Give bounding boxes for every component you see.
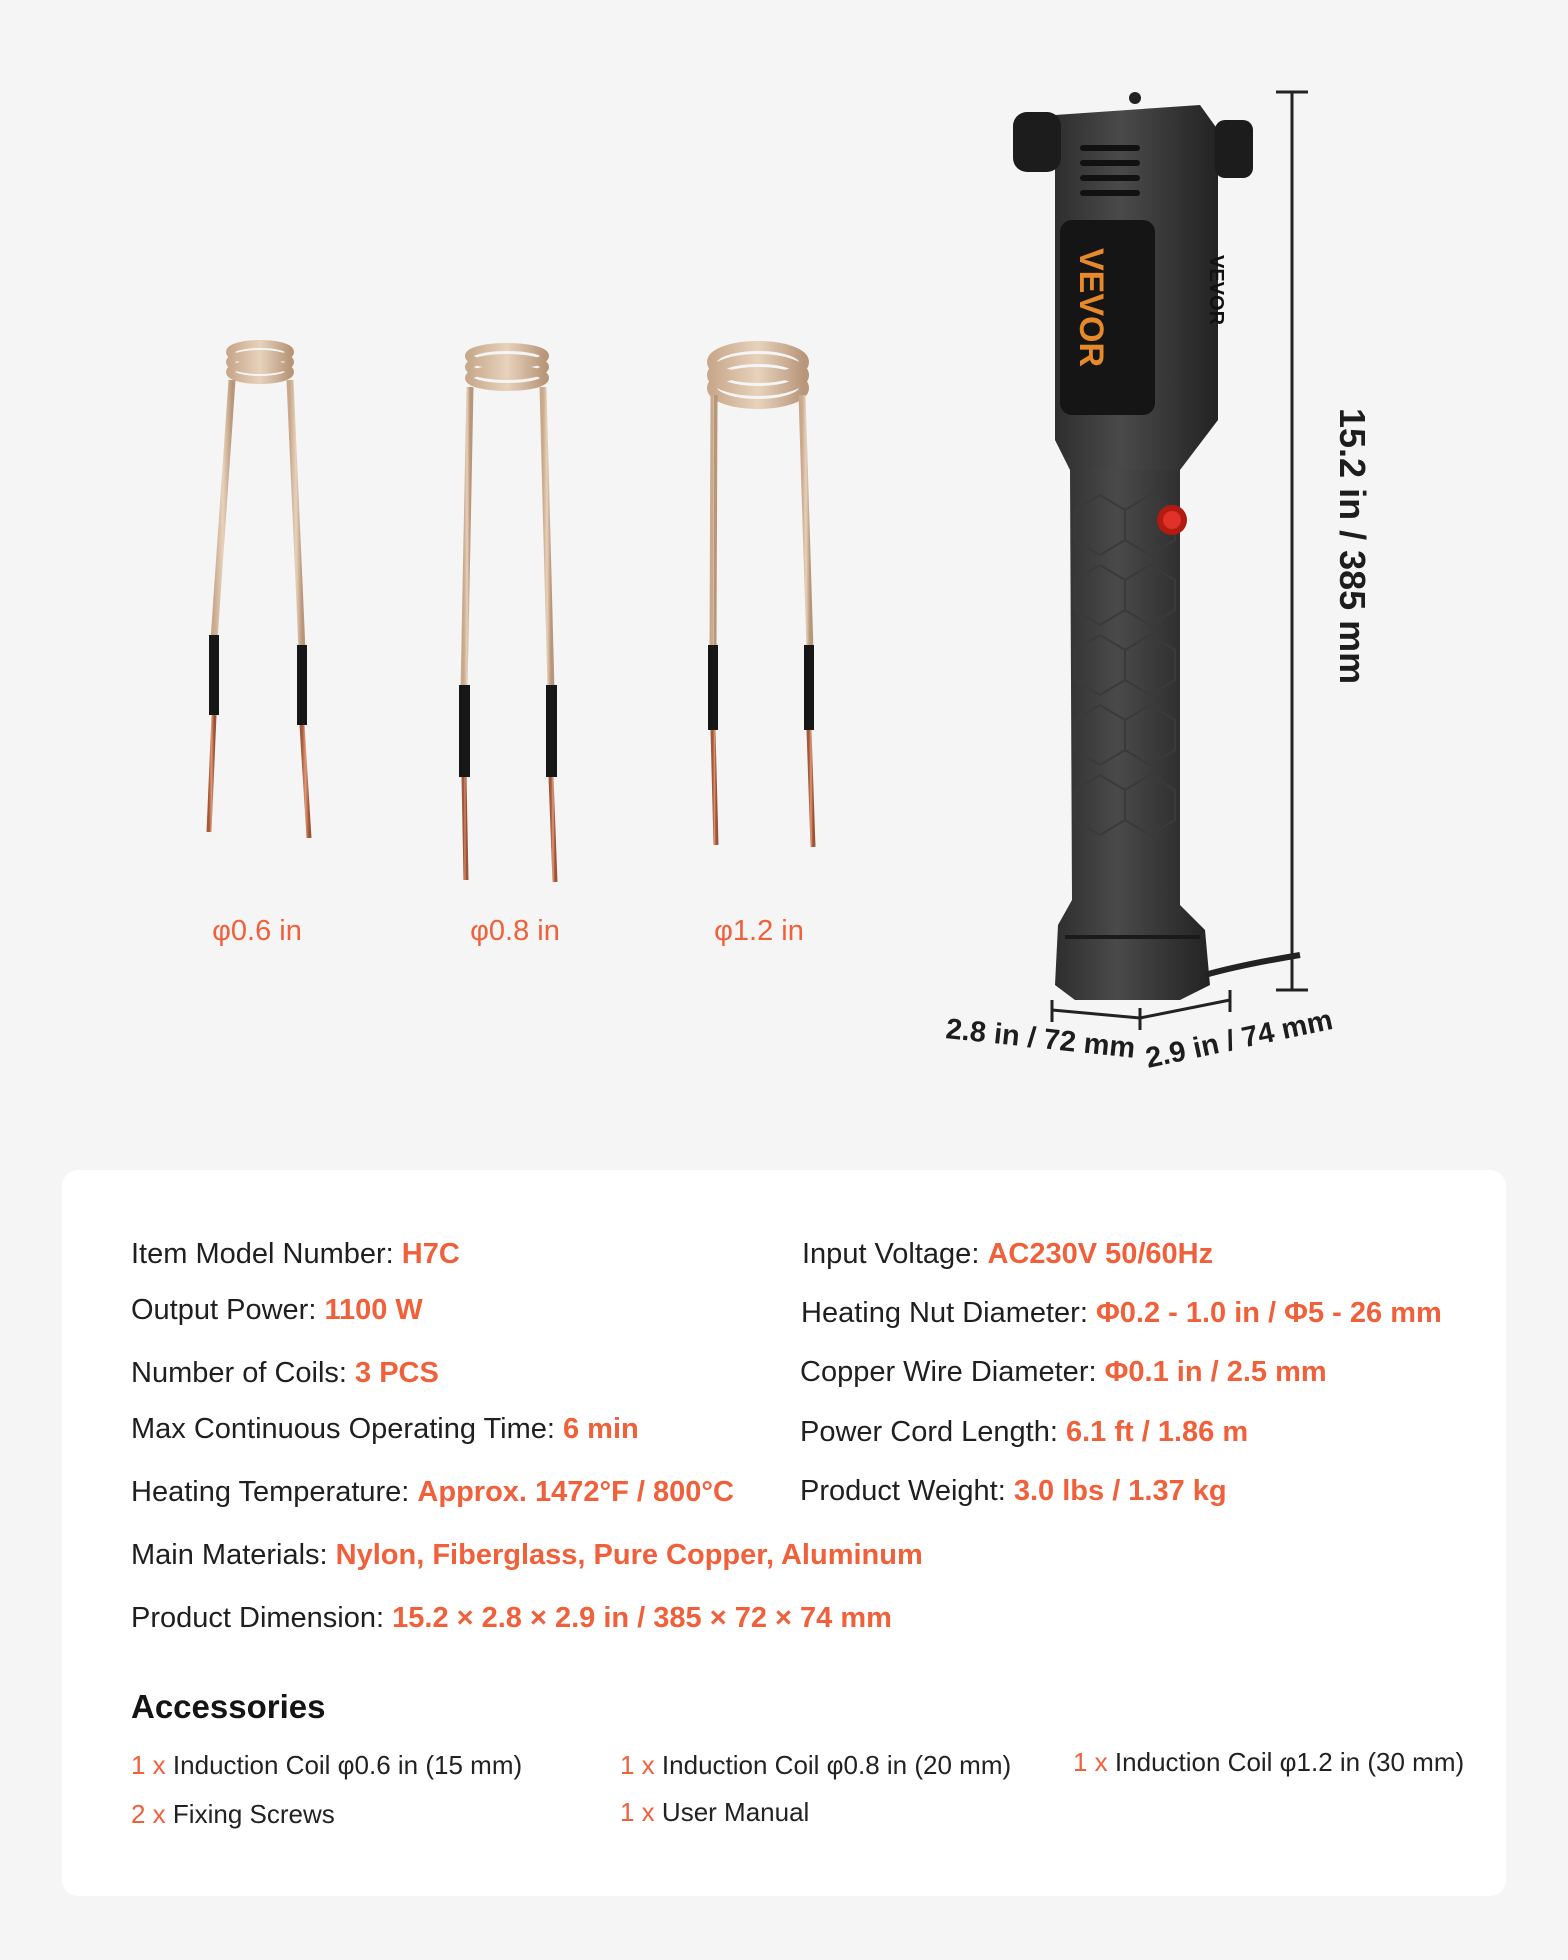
- spec-label: Product Dimension:: [131, 1602, 393, 1634]
- spec-label: Heating Temperature:: [131, 1476, 418, 1508]
- accessory-item: [620, 1750, 1011, 1781]
- accessory-qty: 1 x: [131, 1750, 173, 1780]
- spec-main-materials: [131, 1539, 923, 1572]
- spec-copper-wire-diameter: [800, 1356, 1327, 1389]
- spec-value: 3.0 lbs / 1.37 kg: [1013, 1475, 1227, 1507]
- spec-label: Item Model Number:: [131, 1238, 402, 1270]
- spec-value: 15.2 × 2.8 × 2.9 in / 385 × 72 × 74 mm: [392, 1602, 892, 1634]
- accessory-item: [131, 1799, 335, 1830]
- spec-label: Input Voltage:: [802, 1238, 988, 1270]
- spec-value: H7C: [401, 1238, 460, 1270]
- accessory-item: [620, 1797, 809, 1828]
- brand-logo: VEVOR: [1072, 248, 1110, 368]
- accessory-name: Induction Coil φ1.2 in (30 mm): [1114, 1747, 1465, 1777]
- spec-number-of-coils: [131, 1357, 439, 1390]
- coil-label-0-6: φ0.6 in: [212, 915, 302, 947]
- coil-label-0-8: φ0.8 in: [470, 915, 560, 947]
- height-label: 15.2 in / 385 mm: [1332, 408, 1373, 685]
- spec-product-weight: [800, 1475, 1227, 1508]
- spec-product-dimension: [131, 1602, 892, 1635]
- accessory-name: Induction Coil φ0.6 in (15 mm): [172, 1750, 523, 1780]
- spec-heating-temperature: [131, 1476, 734, 1509]
- spec-label: Main Materials:: [131, 1539, 336, 1571]
- spec-heating-nut-diameter: [801, 1297, 1442, 1330]
- spec-input-voltage: [802, 1238, 1213, 1271]
- spec-label: Number of Coils:: [131, 1357, 356, 1389]
- spec-power-cord-length: [800, 1416, 1248, 1449]
- spec-value: 3 PCS: [355, 1357, 439, 1389]
- right-knob: [1215, 120, 1253, 178]
- accessory-item: [1073, 1747, 1464, 1778]
- spec-value: Nylon, Fiberglass, Pure Copper, Aluminum: [335, 1539, 923, 1571]
- spec-label: Power Cord Length:: [800, 1416, 1066, 1448]
- spec-value: 6 min: [562, 1413, 639, 1445]
- accessory-qty: 2 x: [131, 1799, 173, 1829]
- accessory-qty: 1 x: [620, 1750, 662, 1780]
- accessory-name: Fixing Screws: [172, 1799, 335, 1829]
- accessories-title: Accessories: [131, 1688, 326, 1725]
- specifications-card: [62, 1170, 1506, 1896]
- spec-value: Φ0.2 - 1.0 in / Φ5 - 26 mm: [1095, 1297, 1442, 1329]
- spec-output-power: [131, 1294, 423, 1327]
- spec-value: 1100 W: [324, 1294, 423, 1326]
- spec-value: 6.1 ft / 1.86 m: [1065, 1416, 1249, 1448]
- spec-label: Max Continuous Operating Time:: [131, 1413, 563, 1445]
- left-knob: [1013, 112, 1061, 172]
- width-label: 2.8 in / 72 mm: [944, 1013, 1137, 1065]
- spec-item-model-number: [131, 1238, 460, 1271]
- accessory-item: [131, 1750, 522, 1781]
- accessory-name: User Manual: [661, 1797, 810, 1827]
- spec-value: Φ0.1 in / 2.5 mm: [1104, 1356, 1327, 1388]
- height-dimension-line: [1276, 92, 1308, 990]
- depth-label: 2.9 in / 74 mm: [1142, 1004, 1336, 1075]
- accessory-qty: 1 x: [620, 1797, 662, 1827]
- spec-value: Approx. 1472°F / 800°C: [417, 1476, 734, 1508]
- spec-label: Heating Nut Diameter:: [801, 1297, 1096, 1329]
- spec-label: Copper Wire Diameter:: [800, 1356, 1105, 1388]
- spec-label: Output Power:: [131, 1294, 325, 1326]
- coil-label-1-2: φ1.2 in: [714, 915, 804, 947]
- accessory-name: Induction Coil φ0.8 in (20 mm): [661, 1750, 1012, 1780]
- brand-emboss: VEVOR: [1205, 255, 1227, 326]
- spec-max-operating-time: [131, 1413, 639, 1446]
- spec-label: Product Weight:: [800, 1475, 1014, 1507]
- accessory-qty: 1 x: [1073, 1747, 1115, 1777]
- spec-value: AC230V 50/60Hz: [987, 1238, 1214, 1270]
- induction-heater-image: [1013, 92, 1300, 1000]
